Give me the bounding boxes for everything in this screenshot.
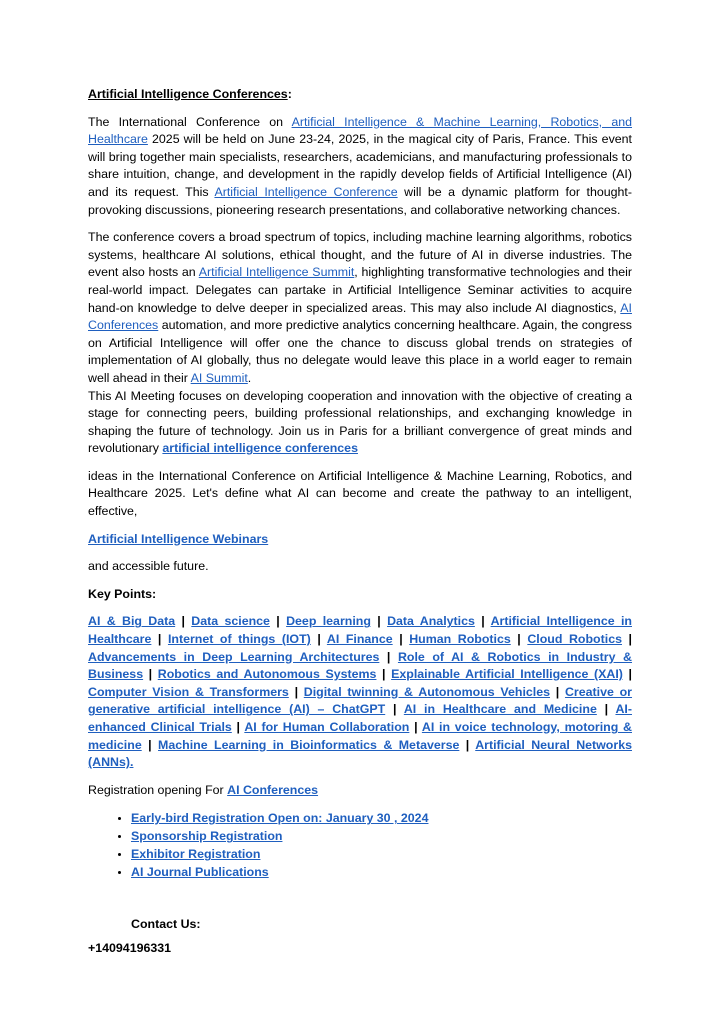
key-point-link[interactable]: Human Robotics xyxy=(409,632,511,647)
key-point-link[interactable]: AI & Big Data xyxy=(88,614,176,629)
key-point-link[interactable]: AI-enhanced Clinical Trials xyxy=(88,702,632,734)
key-point-link[interactable]: Digital twinning & Autonomous Vehicles xyxy=(303,684,551,699)
key-point-link[interactable]: Cloud Robotics xyxy=(527,632,622,647)
link-ai-conferences[interactable]: AI Conferences xyxy=(88,300,632,333)
meeting-paragraph xyxy=(88,388,632,458)
key-point-link[interactable]: AI for Human Collaboration xyxy=(244,720,410,734)
key-point-separator: | xyxy=(376,667,392,682)
link-ai-summit[interactable]: AI Summit xyxy=(190,370,248,385)
key-point-link[interactable]: Internet of things (IOT) xyxy=(167,632,311,647)
key-point-separator: | xyxy=(459,737,476,752)
key-point-separator: | xyxy=(409,720,422,734)
document-body xyxy=(88,86,632,955)
link-ai-conferences-bold[interactable]: artificial intelligence conferences xyxy=(162,441,358,456)
topics-paragraph xyxy=(88,229,632,387)
key-point-link[interactable]: AI in voice technology, motoring & medicine xyxy=(88,720,632,752)
key-point-link[interactable]: Deep learning xyxy=(286,614,371,629)
key-point-link[interactable]: Advancements in Deep Learning Architectures xyxy=(88,649,380,664)
intro-text-3: will be a dynamic platform for thought-provoking discussions, pioneering research presentations, and collaborative networking chances. xyxy=(88,184,632,217)
registration-bullet-item xyxy=(131,809,632,827)
webinars-line xyxy=(88,531,632,549)
intro-paragraph xyxy=(88,114,632,220)
registration-bullet-item xyxy=(131,845,632,863)
section-heading xyxy=(88,86,632,104)
ideas-paragraph: ideas in the International Conference on Artificial Intelligence & Machine Learning, Robotics, and Healthcare 2025. Let's define what AI can become and create the pathway to an intelligent, effective, xyxy=(88,468,632,519)
key-point-separator: | xyxy=(392,632,410,647)
key-point-separator: | xyxy=(269,614,287,629)
key-points-heading: Key Points: xyxy=(88,586,157,601)
key-point-separator: | xyxy=(621,632,632,647)
key-point-separator: | xyxy=(175,614,192,629)
key-point-link[interactable]: Data science xyxy=(191,614,270,629)
key-point-link[interactable]: Explainable Artificial Intelligence (XAI) xyxy=(391,667,623,682)
topics-text-1: The conference covers a broad spectrum of topics, including machine learning algorithms, robotics systems, healthcare AI solutions, ethical thought, and the future of AI in diverse industries. The event also hosts an xyxy=(88,230,632,280)
link-ai-webinars[interactable]: Artificial Intelligence Webinars xyxy=(88,531,269,546)
key-point-link[interactable]: Artificial Neural Networks (ANNs). xyxy=(88,737,632,770)
key-point-separator: | xyxy=(310,632,327,647)
registration-bullets xyxy=(88,809,632,881)
key-point-separator: | xyxy=(231,720,245,734)
link-ai-conference[interactable]: Artificial Intelligence Conference xyxy=(214,184,398,199)
key-point-separator: | xyxy=(510,632,528,647)
meeting-text: This AI Meeting focuses on developing cooperation and innovation with the objective of creating a stage for connecting peers, building professional relationships, and exchanging knowledge in shaping the future of technology. Join us in Paris for a brilliant convergence of great minds and revolutionary xyxy=(88,388,632,456)
key-point-separator: | xyxy=(379,649,398,664)
key-point-link[interactable]: Artificial Intelligence in Healthcare xyxy=(88,614,632,647)
key-point-link[interactable]: AI in Healthcare and Medicine xyxy=(403,702,597,717)
registration-bullet-link[interactable]: AI Journal Publications xyxy=(131,865,269,880)
key-point-link[interactable]: Machine Learning in Bioinformatics & Metaverse xyxy=(158,737,460,752)
topics-text-4: . xyxy=(247,370,252,385)
contact-phone: +14094196331 xyxy=(88,941,172,956)
intro-text-2: 2025 will be held on June 23-24, 2025, in the magical city of Paris, France. This event will bring together main specialists, researchers, academicians, and manufacturing professionals to share intuition, change, and development in the rapidly develop fields of Artificial Intelligence (AI) and its request. This xyxy=(88,132,632,199)
key-point-separator: | xyxy=(474,614,491,629)
key-point-separator: | xyxy=(143,667,158,682)
key-points-list xyxy=(88,613,632,771)
registration-bullet-item xyxy=(131,863,632,881)
link-conference-topic[interactable]: Artificial Intelligence & Machine Learning, Robotics, and Healthcare xyxy=(88,114,632,147)
registration-line xyxy=(88,782,632,800)
intro-text-1: The International Conference on xyxy=(88,114,292,129)
key-point-link[interactable]: Robotics and Autonomous Systems xyxy=(157,667,377,682)
key-point-separator: | xyxy=(151,632,168,647)
link-registration-ai-conferences[interactable]: AI Conferences xyxy=(227,782,319,797)
registration-text: Registration opening For xyxy=(88,782,228,797)
registration-bullet-link[interactable]: Sponsorship Registration xyxy=(131,829,283,844)
registration-bullet-item xyxy=(131,827,632,845)
key-point-separator: | xyxy=(550,684,565,699)
key-point-link[interactable]: Creative or generative artificial intelligence (AI) – ChatGPT xyxy=(88,684,633,717)
key-point-link[interactable]: Data Analytics xyxy=(387,614,475,629)
contact-heading: Contact Us: xyxy=(131,917,201,932)
key-point-link[interactable]: Computer Vision & Transformers xyxy=(88,684,289,699)
registration-bullet-link[interactable]: Early-bird Registration Open on: January 30 , 2024 xyxy=(131,811,429,826)
key-point-separator: | xyxy=(622,667,632,682)
link-ai-summit-long[interactable]: Artificial Intelligence Summit xyxy=(198,265,355,280)
key-point-link[interactable]: AI Finance xyxy=(326,632,393,647)
key-point-separator: | xyxy=(141,737,159,752)
key-point-separator: | xyxy=(370,614,388,629)
key-point-separator: | xyxy=(596,702,616,717)
topics-text-2: , highlighting transformative technologies and their real-world impact. Delegates can partake in Artificial Intelligence Seminar activities to acquire hand-on knowledge to delve deeper in specialized areas. This may also include AI diagnostics, xyxy=(88,265,633,315)
registration-bullet-link[interactable]: Exhibitor Registration xyxy=(131,847,261,862)
heading-title: Artificial Intelligence Conferences xyxy=(88,87,288,101)
key-point-link[interactable]: Role of AI & Robotics in Industry & Business xyxy=(88,649,633,682)
heading-colon: : xyxy=(287,87,292,101)
key-point-separator: | xyxy=(288,684,304,699)
topics-text-3: automation, and more predictive analytics concerning healthcare. Again, the congress on Artificial Intelligence will offer one the chance to discuss global trends on strategies of implementation of AI globally, thus no delegate would leave this place in a world eager to remain well ahead in their xyxy=(88,318,632,385)
future-paragraph: and accessible future. xyxy=(88,559,209,574)
key-point-separator: | xyxy=(385,702,404,717)
